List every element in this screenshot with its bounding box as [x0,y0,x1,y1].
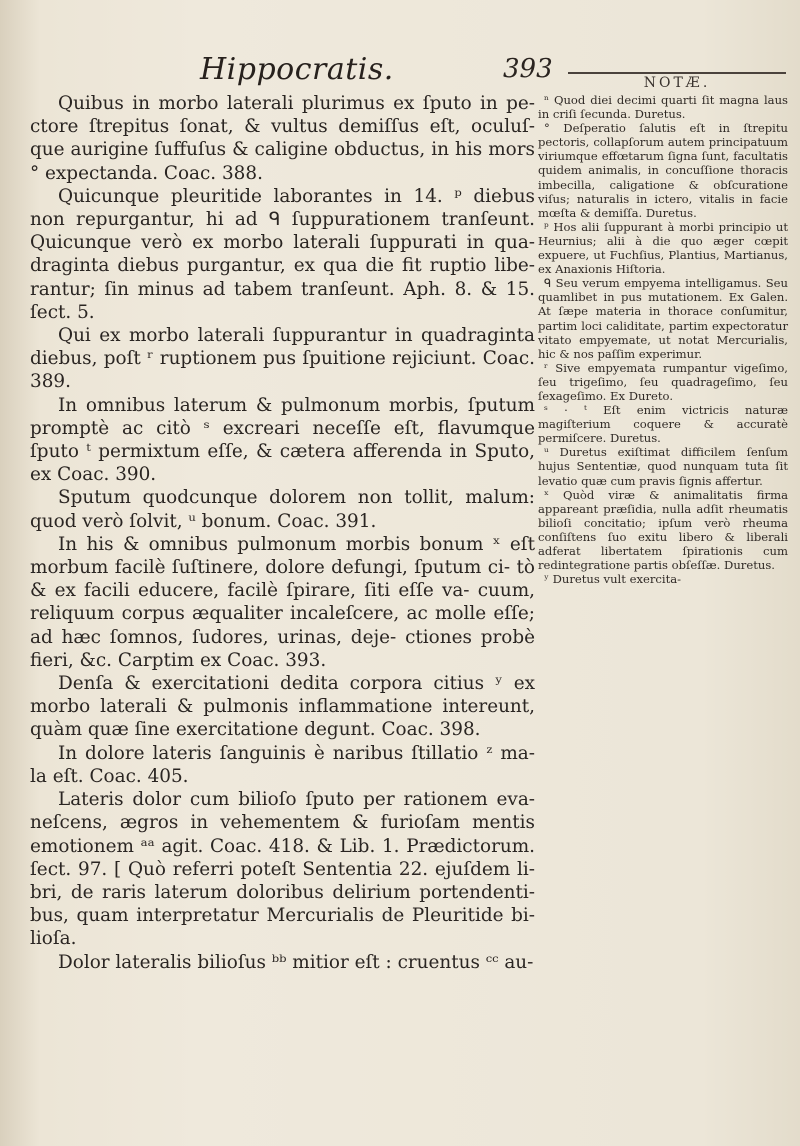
note-paragraph: ˣ Quòd viræ & animalitatis firma appareant præſidia, nulla adſit rheumatis bilioſi concitatio; ipſum verò rheuma conſiſtens ſuo exitu libero & liberali adferat libertatem ſpirationis cum redintegratione partis obſeſſæ. Duretus. [538,487,788,573]
page-number: 393 [503,54,553,84]
note-paragraph: ʳ Sive empyemata rumpantur vigeſimo, ſeu trigeſimo, ſeu quadrageſimo, ſeu ſexageſimo. Ex Dureto. [538,360,788,403]
main-paragraph: In dolore lateris ſanguinis è naribus ſtillatio ᶻ ma- la eſt. Coac. 405. [30,742,535,787]
main-paragraph: Sputum quodcunque dolorem non tollit, malum: quod verò ſolvit, ᵘ bonum. Coac. 391. [30,487,535,532]
note-paragraph: ° Deſperatio ſalutis eſt in ſtrepitu pectoris, collapſorum autem principatuum viriumque effœtarum ſigna ſunt, facultatis quidem animalis, in concuſſione thoracis imbecilla, caligatione & obſcuratione viſus; naturalis in ictero, vitalis in facie mœſta & demiſſa. Duretus. [538,121,788,220]
notes-heading: NOTÆ. [568,72,786,91]
note-paragraph: ˢ · ᵗ Eſt enim victricis naturæ magiſterium coquere & accuratè permiſcere. Duretus. [538,403,788,446]
notes-column [538,93,788,586]
main-paragraph: Denſa & exercitationi dedita corpora citius ʸ ex morbo laterali & pulmonis inflammatione intereunt, quàm quæ ſine exercitatione degunt. Coac. 398. [30,673,535,741]
page-header [0,52,800,92]
main-text-column [30,92,535,974]
running-head: Hippocratis. [200,52,394,87]
main-paragraph: In omnibus laterum & pulmonum morbis, ſputum promptè ac citò ˢ excreari neceſſe eſt, flavumque ſputo ᵗ permixtum eſſe, & cætera afferenda in Sputo, ex Coac. 390. [30,394,535,486]
main-paragraph: In his & omnibus pulmonum morbis bonum ˣ eſt morbum facilè ſuſtinere, dolore defungi, ſputum ci- tò & ex facili educere, facilè ſpirare, ſiti eſſe va- cuum, reliquum corpus æqualiter incaleſcere, ac molle eſſe; ad hæc ſomnos, ſudores, urinas, deje- ctiones probè fieri, &c. Carptim ex Coac. 393. [30,533,535,671]
note-paragraph: ᵖ Hos alii ſuppurant à morbi principio ut Heurnius; alii à die quo æger cœpit expuere, ut Fuchſius, Plantius, Martianus, ex Anaxionis Hiſtoria. [538,219,788,277]
note-paragraph: ᑫ Seu verum empyema intelligamus. Seu quamlibet in pus mutationem. Ex Galen. At ſæpe materia in thorace conſumitur, partim loci caliditate, partim expectoratur vitato empyemate, ut notat Mercurialis, hic & nos paſſim experimur. [538,276,788,361]
note-paragraph: ᵘ Duretus exiſtimat difficilem ſenſum hujus Sententiæ, quod nunquam tuta ſit levatio quæ cum pravis ſignis affertur. [538,445,788,488]
main-paragraph: Dolor lateralis bilioſus ᵇᵇ mitior eſt : cruentus ᶜᶜ au- [58,951,534,973]
main-paragraph: Quibus in morbo laterali plurimus ex ſputo in pe- ctore ſtrepitus ſonat, & vultus demiſſus eſt, oculuſ- que aurigine ſuffuſus & caligine obductus, in his mors ° expectanda. Coac. 388. [30,93,535,184]
main-paragraph: Qui ex morbo laterali ſuppurantur in quadraginta diebus, poſt ʳ ruptionem pus ſpuitione rejiciunt. Coac. 389. [30,325,535,393]
note-paragraph: ʸ Duretus vult exercita- [544,572,682,587]
main-paragraph: Quicunque pleuritide laborantes in 14. ᵖ diebus non repurgantur, hi ad ᑫ ſuppurationem tranſeunt. Quicunque verò ex morbo laterali ſuppurati in qua- draginta diebus purgantur, ex qua die fit ruptio libe- rantur; ſin minus ad tabem tranſeunt. Aph. 8. & 15. ſect. 5. [30,185,535,323]
note-paragraph: ⁿ Quod diei decimi quarti ſit magna laus in criſi ſecunda. Duretus. [538,93,788,122]
main-paragraph: Lateris dolor cum bilioſo ſputo per rationem eva- neſcens, ægros in vehementem & furioſam mentis emotionem ᵃᵃ agit. Coac. 418. & Lib. 1. Prædictorum. ſect. 97. [ Quò referri poteſt Sententia 22. ejuſdem li- bri, de raris laterum doloribus delirium portendenti- bus, quam interpretatur Mercurialis de Pleuritide bi- lioſa. [30,789,535,950]
